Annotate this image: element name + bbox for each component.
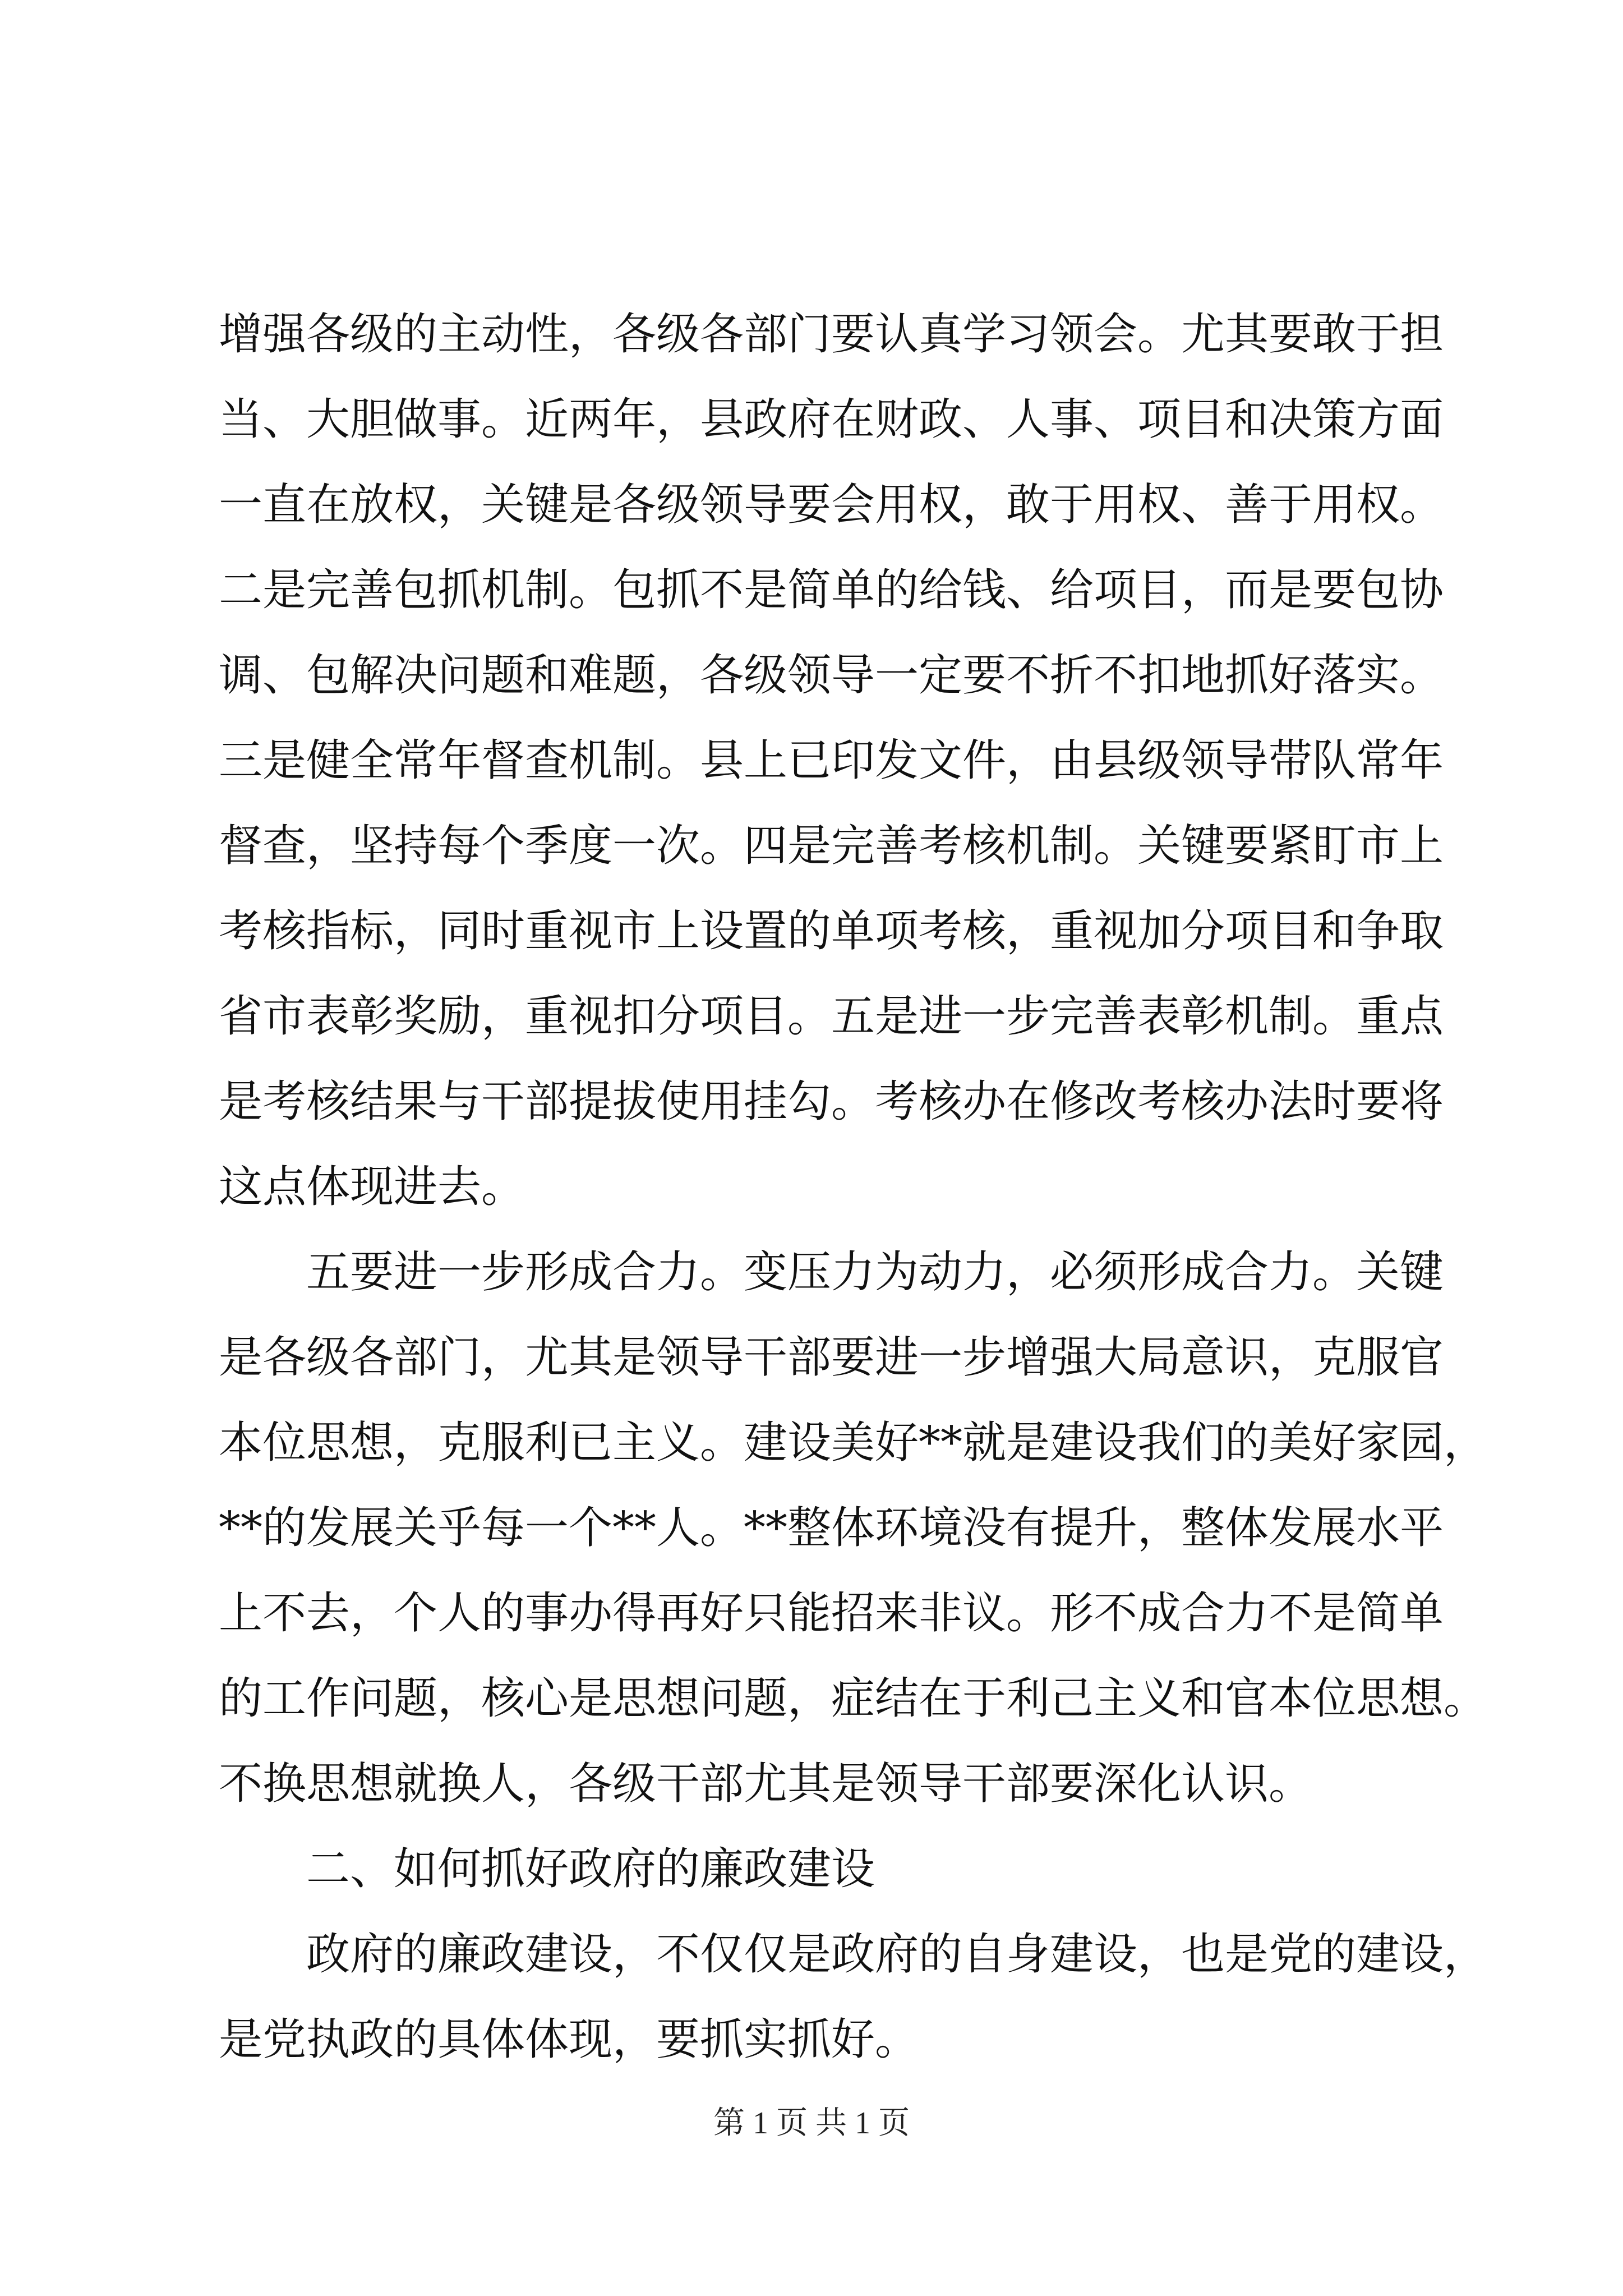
text-line: 不换思想就换人，各级干部尤其是领导干部要深化认识。 (219, 1759, 1313, 1809)
text-line: 五要进一步形成合力。变压力为动力，必须形成合力。关键 (306, 1247, 1444, 1297)
text-line: 是各级各部门，尤其是领导干部要进一步增强大局意识，克服官 (219, 1332, 1444, 1383)
text-line: 这点体现进去。 (219, 1162, 525, 1212)
paragraph (219, 292, 1444, 1230)
text-line: 上不去，个人的事办得再好只能招来非议。形不成合力不是简单 (219, 1588, 1444, 1639)
text-line: 是党执政的具体体现，要抓实抓好。 (219, 2014, 919, 2065)
text-line: 的工作问题，核心是思想问题，症结在于利己主义和官本位思想。 (219, 1673, 1488, 1724)
text-line: 三是健全常年督查机制。县上已印发文件，由县级领导带队常年 (219, 735, 1444, 786)
document-body (219, 292, 1488, 2082)
text-line: 省市表彰奖励，重视扣分项目。五是进一步完善表彰机制。重点 (219, 991, 1444, 1042)
text-line: 本位思想，克服利已主义。建设美好**就是建设我们的美好家园， (219, 1418, 1488, 1468)
text-line: 调、包解决问题和难题，各级领导一定要不折不扣地抓好落实。 (219, 650, 1444, 701)
paragraph (219, 1230, 1488, 1826)
text-line: 一直在放权，关键是各级领导要会用权，敢于用权、善于用权。 (219, 480, 1444, 530)
text-line: 政府的廉政建设，不仅仅是政府的自身建设，也是党的建设， (306, 1929, 1488, 1980)
paragraph (219, 1912, 1488, 2082)
text-line: 是考核结果与干部提拔使用挂勾。考核办在修改考核办法时要将 (219, 1076, 1444, 1127)
page-footer: 第 1 页 共 1 页 (713, 2106, 910, 2141)
text-line: **的发展关乎每一个**人。**整体环境没有提升，整体发展水平 (219, 1503, 1444, 1553)
text-line: 二是完善包抓机制。包抓不是简单的给钱、给项目，而是要包协 (219, 565, 1444, 615)
text-line: 考核指标，同时重视市上设置的单项考核，重视加分项目和争取 (219, 906, 1444, 956)
text-line: 二、如何抓好政府的廉政建设 (306, 1844, 875, 1894)
paragraph (219, 1826, 1436, 1912)
text-line: 督查，坚持每个季度一次。四是完善考核机制。关键要紧盯市上 (219, 821, 1444, 871)
text-line: 增强各级的主动性，各级各部门要认真学习领会。尤其要敢于担 (219, 309, 1444, 360)
text-line: 当、大胆做事。近两年，县政府在财政、人事、项目和决策方面 (219, 394, 1444, 445)
